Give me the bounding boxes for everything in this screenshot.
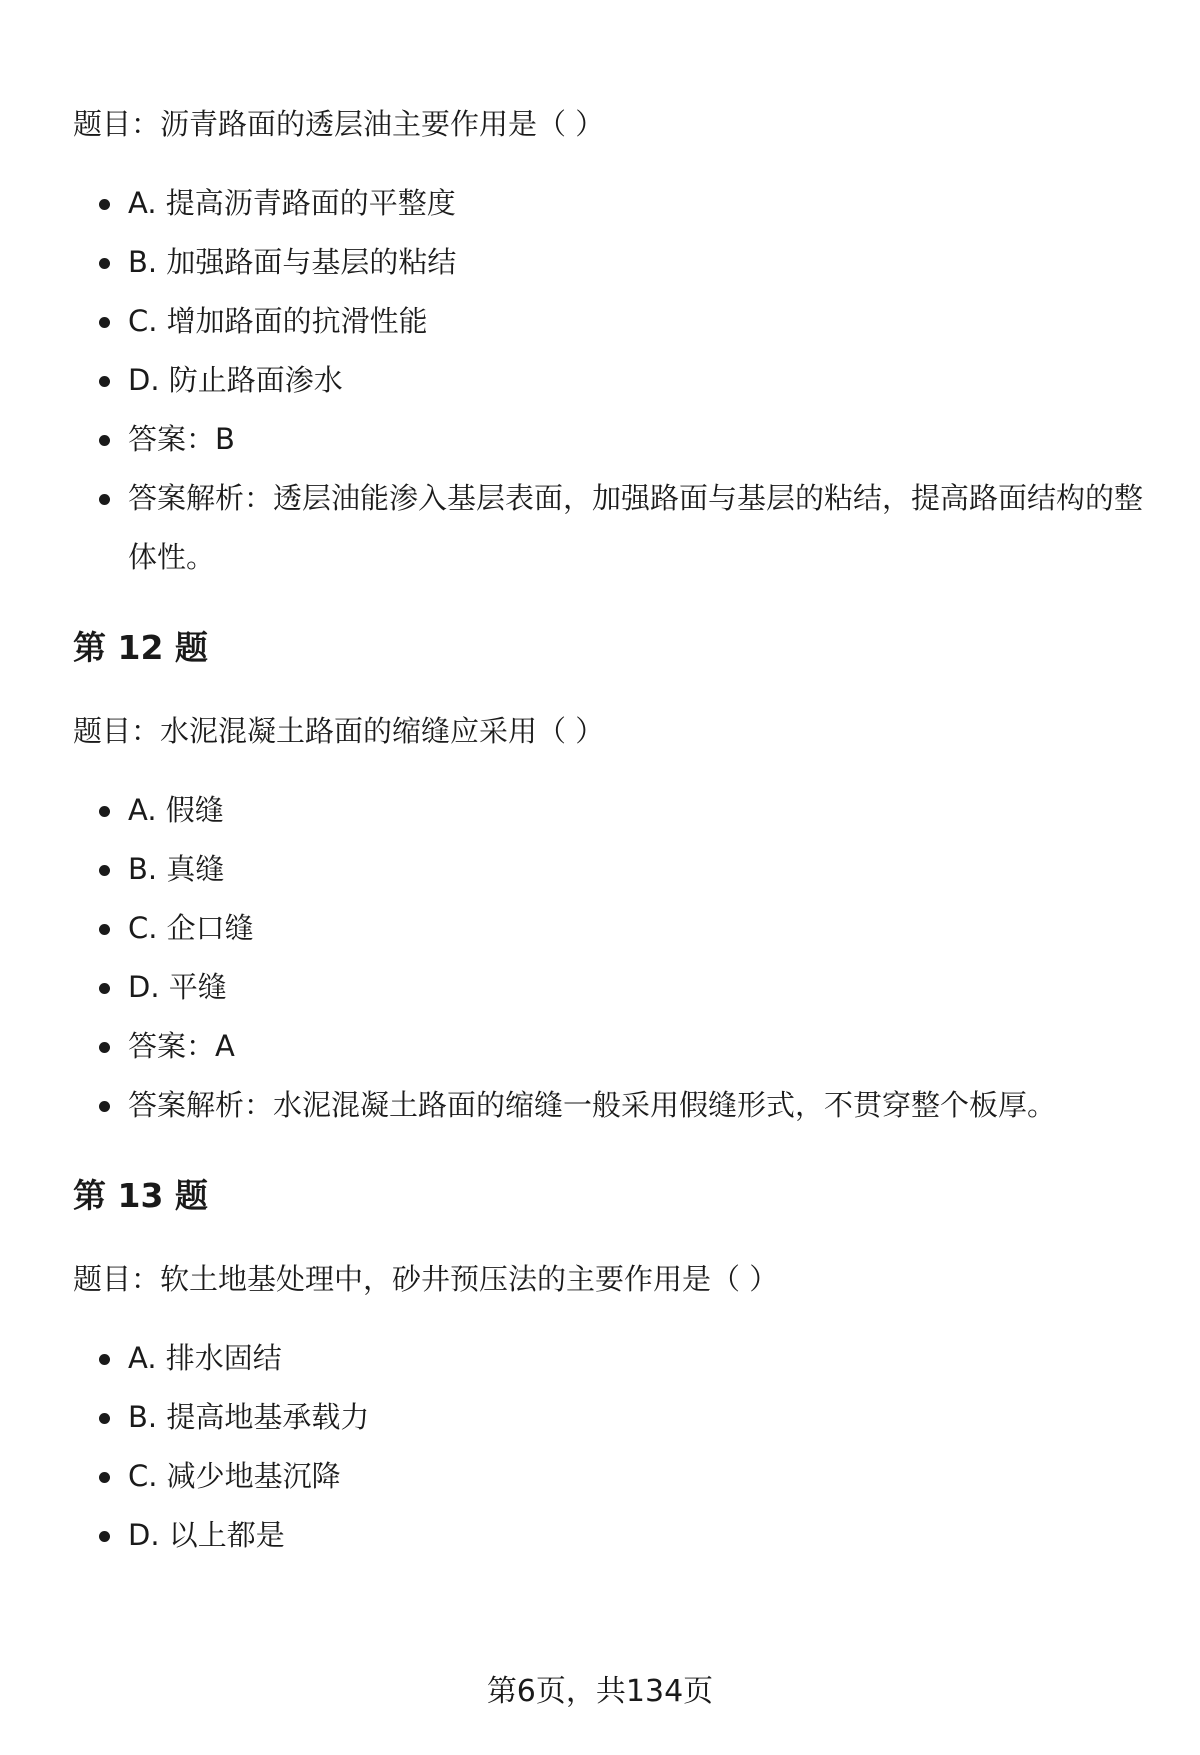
answer-text: 答案：A [128,1029,235,1063]
bullet-icon [99,1042,110,1053]
bullet-icon [99,258,110,269]
bullet-icon [99,865,110,876]
option-text: B. 加强路面与基层的粘结 [128,245,457,279]
options-list [73,174,1153,587]
answer-text: 答案：B [128,422,235,456]
question-stem: 题目：沥青路面的透层油主要作用是（ ） [73,107,605,141]
options-list [73,1329,1153,1565]
question-stem: 题目：水泥混凝土路面的缩缝应采用（ ） [73,714,605,748]
question-stem: 题目：软土地基处理中，砂井预压法的主要作用是（ ） [73,1262,779,1296]
option-c [73,1447,1153,1506]
option-a [73,174,1153,233]
question-11 [73,104,1153,587]
option-text: C. 增加路面的抗滑性能 [128,304,428,338]
option-a [73,781,1153,840]
bullet-icon [99,1531,110,1542]
option-c [73,292,1153,351]
question-13 [73,1259,1153,1565]
explanation-text: 答案解析：水泥混凝土路面的缩缝一般采用假缝形式，不贯穿整个板厚。 [128,1088,1057,1122]
bullet-icon [99,1413,110,1424]
bullet-icon [99,983,110,994]
option-c [73,899,1153,958]
option-text: D. 防止路面渗水 [128,363,343,397]
bullet-icon [99,924,110,935]
document-body [73,104,1153,1565]
option-text: A. 假缝 [128,793,224,827]
question-13-heading: 第 13 题 [73,1176,208,1215]
option-text: D. 以上都是 [128,1518,285,1552]
bullet-icon [99,1101,110,1112]
option-text: C. 企口缝 [128,911,254,945]
option-text: A. 提高沥青路面的平整度 [128,186,456,220]
bullet-icon [99,806,110,817]
option-b [73,1388,1153,1447]
option-d [73,351,1153,410]
bullet-icon [99,199,110,210]
explanation-text: 答案解析：透层油能渗入基层表面，加强路面与基层的粘结，提高路面结构的整体性。 [128,481,1144,574]
page-number: 第6页，共134页 [486,1674,714,1709]
bullet-icon [99,435,110,446]
bullet-icon [99,376,110,387]
option-text: B. 真缝 [128,852,225,886]
option-b [73,840,1153,899]
options-list [73,781,1153,1135]
bullet-icon [99,317,110,328]
option-text: B. 提高地基承载力 [128,1400,370,1434]
option-d [73,1506,1153,1565]
answer [73,410,1153,469]
bullet-icon [99,1472,110,1483]
question-12 [73,711,1153,1135]
option-text: D. 平缝 [128,970,227,1004]
option-d [73,958,1153,1017]
answer-explanation [73,469,1153,587]
option-b [73,233,1153,292]
question-12-heading: 第 12 题 [73,628,208,667]
option-a [73,1329,1153,1388]
answer [73,1017,1153,1076]
bullet-icon [99,494,110,505]
bullet-icon [99,1354,110,1365]
option-text: A. 排水固结 [128,1341,282,1375]
answer-explanation [73,1076,1153,1135]
option-text: C. 减少地基沉降 [128,1459,341,1493]
